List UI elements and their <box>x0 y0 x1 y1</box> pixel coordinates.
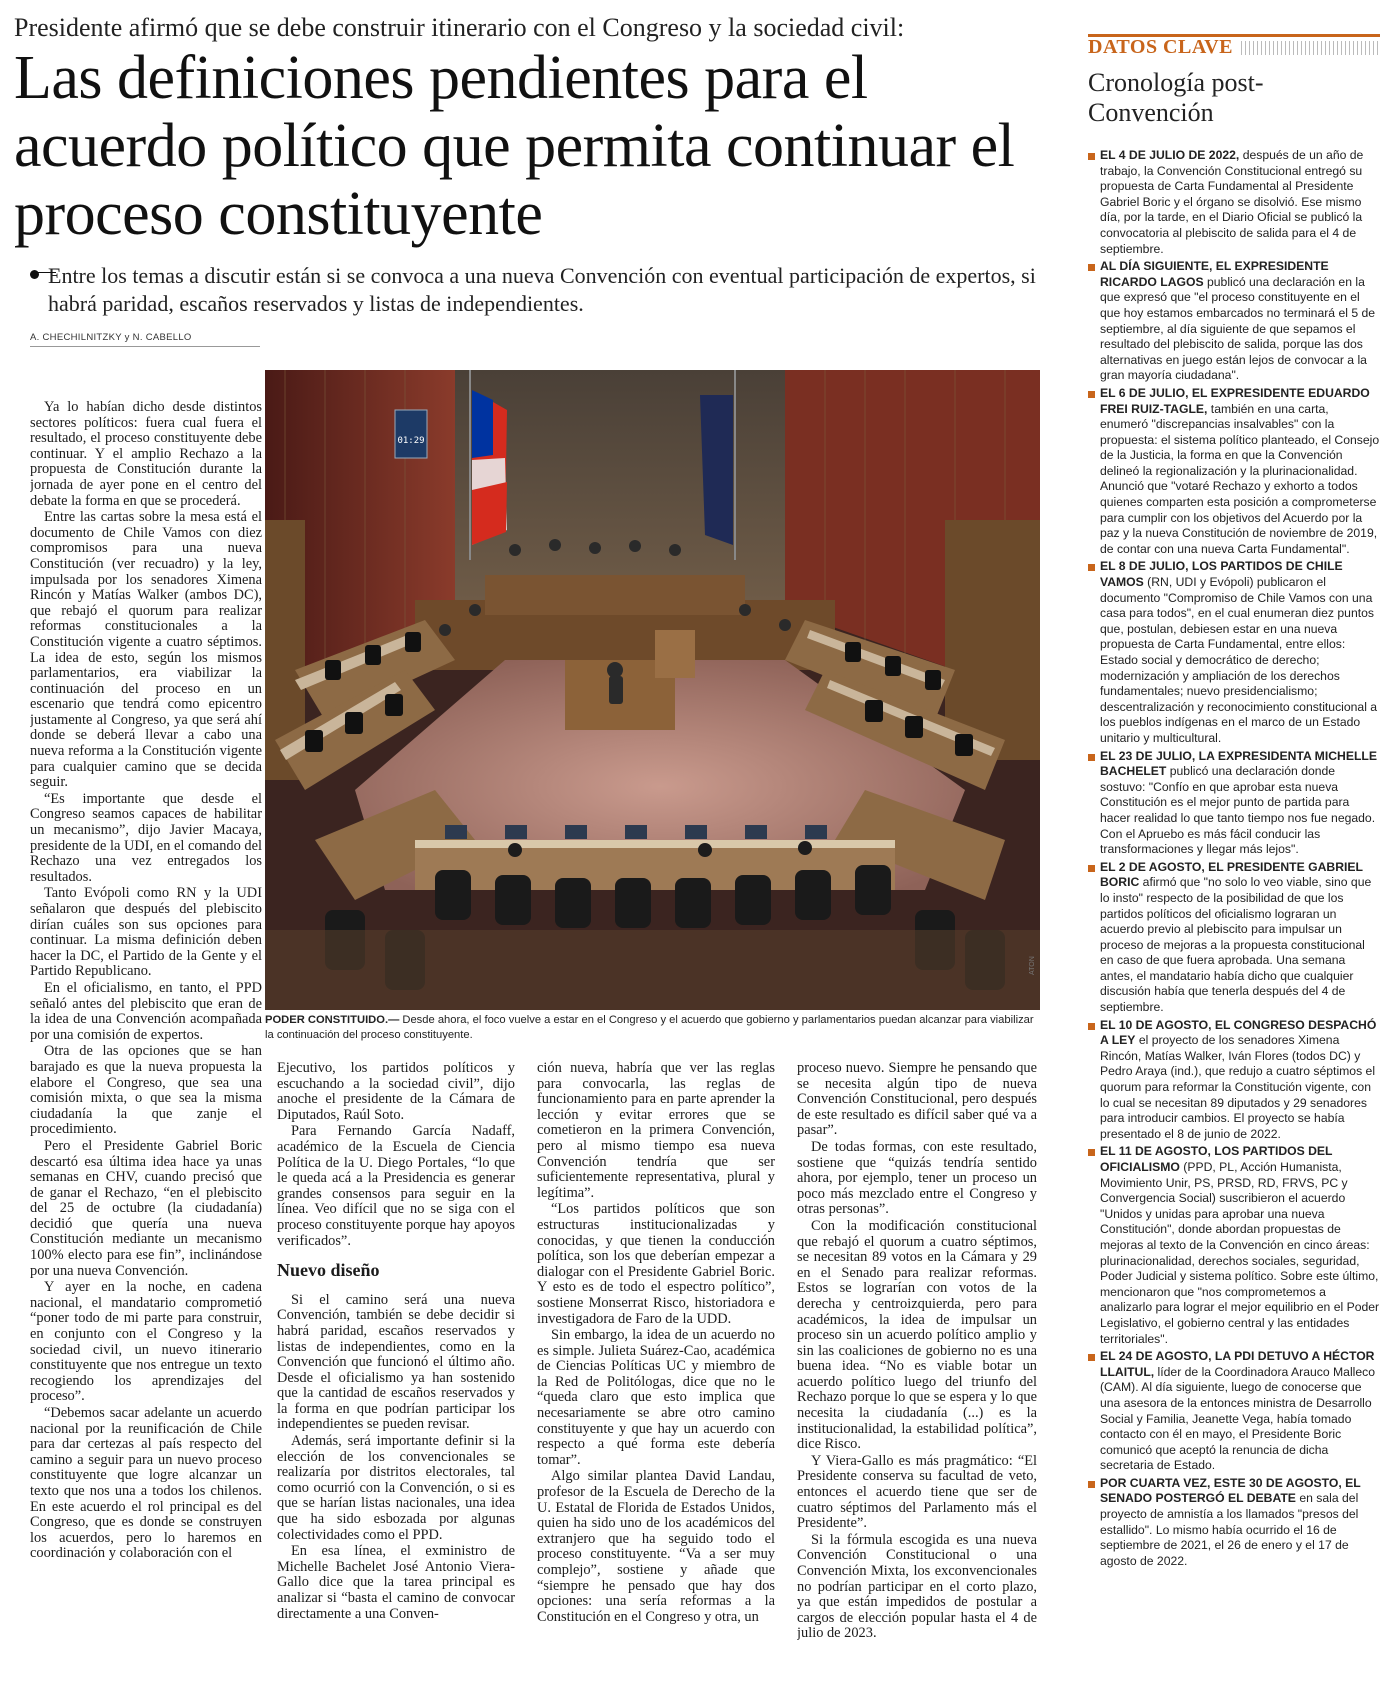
paragraph: Además, será importante definir si la elección de los convencionales se realizaría por distritos electorales, tal como ocurrió con la Convención, o si es que se harían listas nacionales, una idea que ha sido esbozada por algunas colectividades como el PPD. <box>277 1433 515 1543</box>
paragraph: Si el camino será una nueva Convención, también se debe decidir si habrá paridad, escaños reservados y listas de independientes, como en la Convención que funcionó el último año. Desde el oficialismo ya han sostenido que la cantidad de escaños reservados y la forma en que podrían participar los independientes se pueden revisar. <box>277 1291 515 1433</box>
paragraph: En el oficialismo, en tanto, el PPD señaló antes del plebiscito que eran de la idea de una Convención acompañada por una comisión de expertos. <box>30 979 262 1043</box>
timeline-text: (RN, UDI y Evópoli) publicaron el documento "Compromiso de Chile Vamos con una casa para todos", en el cual enumeran diez puntos que, postulan, debiesen estar en una nueva propuesta de Carta Fundamental, entre ellos: Estado social y democrático de derecho; modernización y ampliación de los derechos fundamentales; nuevo presidencialismo; descentralización y reconocimiento constitucional a los pueblos indígenas en el marco de un Estado unitario y multicultural. <box>1100 575 1378 745</box>
timeline-lead: EL 6 DE JULIO, EL EXPRESIDENTE EDUARDO FREI RUIZ-TAGLE, <box>1100 385 1370 416</box>
paragraph: “Debemos sacar adelante un acuerdo nacional por la reunificación de Chile para dar certezas al país respecto del camino a seguir para un nuevo proceso constituyente que logre alcanzar un texto que nos una a todos los chilenos. En este acuerdo el rol principal es del Congreso, que es donde se construyen los acuerdos, pero lo haremos en coordinación y colaboración con el <box>30 1405 262 1562</box>
timeline-item <box>1088 860 1380 1016</box>
photo-caption <box>265 1013 1040 1043</box>
datos-clave-label: DATOS CLAVE <box>1088 36 1233 58</box>
divider <box>34 272 56 273</box>
timeline-item <box>1088 386 1380 558</box>
tick-rule-decoration <box>1241 41 1380 55</box>
article-kicker: Presidente afirmó que se debe construir itinerario con el Congreso y la sociedad civil: <box>14 14 905 42</box>
photo-credit: ATON <box>1029 956 1036 975</box>
paragraph: Ya lo habían dicho desde distintos sectores políticos: fuera cual fuera el resultado, el proceso constituyente debe continuar. Y el amplio Rechazo a la propuesta de Constitución durante la jornada de ayer pone en el centro del debate la forma en que se procederá. <box>30 400 262 509</box>
timeline-item <box>1088 1018 1380 1143</box>
timeline-lead: AL DÍA SIGUIENTE, EL EXPRESIDENTE RICARDO LAGOS <box>1100 259 1329 289</box>
caption-text: Desde ahora, el foco vuelve a estar en el Congreso y el acuerdo que gobierno y parlamentarios puedan alcanzar para viabilizar la continuación del proceso constituyente. <box>265 1014 1034 1041</box>
timeline-text: también en una carta, enumeró "discrepancias insalvables" con la propuesta: el sistema político planteado, el Consejo de la Justicia, la forma en que la Convención delineó la regionalización y la plurinacionalidad. Anunció que "votaré Rechazo y exhorto a todos quienes comparten esta posición a comprometerse para cumplir con los objetivos del Acuerdo por la paz y la nueva Constitución de noviembre de 2019, de contar con una nueva Carta Fundamental". <box>1100 401 1380 556</box>
timeline-text: después de un año de trabajo, la Convención Constitucional entregó su propuesta de Carta Fundamental al Presidente Gabriel Boric y el órgano se disolvió. Ese mismo día, por la tarde, en el Diario Oficial se publicó la convocatoria al plebiscito de salida para el 4 de septiembre. <box>1100 148 1364 256</box>
timeline-text: el proyecto de los senadores Ximena Rincón, Matías Walker, Iván Flores (todos DC) y Pedro Araya (ind.), que redujo a cuatro séptimos el quorum para reformar la Constitución vigente, con lo cual se necesitan 89 diputados y 29 senadores para introducir cambios. El proyecto se había presentado el 8 de junio de 2022. <box>1100 1033 1376 1141</box>
timeline-lead: EL 4 DE JULIO DE 2022, <box>1100 148 1240 162</box>
timeline-item <box>1088 749 1380 858</box>
paragraph: De todas formas, con este resultado, sostiene que “quizás tendría sentido ahora, por ejemplo, tener un proceso un poco más mezclado entre el Congreso y otras personas”. <box>797 1138 1037 1218</box>
subhead: Nuevo diseño <box>277 1260 380 1281</box>
paragraph: “Los partidos políticos que son estructuras institucionalizadas y conocidas, y que tienen la conducción política, son los que deberían empezar a dialogar con el Presidente Gabriel Boric. Y esto es de todo el espectro político”, sostiene Monserrat Risco, historiadora e investigadora de Faro de la UDD. <box>537 1201 775 1327</box>
sidebar-timeline <box>1088 34 1380 1694</box>
body-column-2 <box>277 1061 515 1694</box>
paragraph: Pero el Presidente Gabriel Boric descartó esa última idea hace ya unas semanas en CHV, cuando precisó que de ganar el Rechazo, “en el plebiscito del 25 de octubre (la ciudadanía) decidió que quería una nueva Constitución mediante un mecanismo 100% electo para ese fin”, inclinándose por una nueva Convención. <box>30 1137 262 1279</box>
timeline-item <box>1088 559 1380 746</box>
body-column-3 <box>537 1061 775 1694</box>
article-byline: A. CHECHILNITZKY y N. CABELLO <box>30 332 260 347</box>
timeline-item <box>1088 1476 1380 1570</box>
parliament-photo <box>265 370 1040 1010</box>
timeline-lead: EL 2 DE AGOSTO, EL PRESIDENTE GABRIEL BORIC <box>1100 859 1363 890</box>
timeline-text: publicó una declaración en la que expresó que "el proceso constituyente en el que hoy estamos embarcados no terminará el 5 de septiembre, al día siguiente de que sepamos el resultado del plebiscito de salida, porque las dos alternativas en juego están lejos de convocar a la gran mayoría ciudadana". <box>1100 274 1376 383</box>
paragraph: proceso nuevo. Siempre he pensando que se necesita algún tipo de nueva Convención Constitucional, pero después de este resultado es difícil saber qué va a pasar”. <box>797 1061 1037 1139</box>
sidebar-title: Cronología post-Convención <box>1088 68 1264 127</box>
paragraph: Si la fórmula escogida es una nueva Convención Constitucional o una Convención Mixta, los exconvencionales no podrían participar en el corto plazo, ya que están impedidos de postular a cargos de elección popular hasta el 4 de julio de 2023. <box>797 1531 1037 1642</box>
paragraph: Otra de las opciones que se han barajado es que la nueva propuesta la elabore el Congreso, que sea una comisión mixta, o que sea la misma ciudadanía la que zanje el procedimiento. <box>30 1043 262 1138</box>
paragraph: Tanto Evópoli como RN y la UDI señalaron que después del plebiscito dirían cuáles son sus opciones para continuar. La misma definición deben hacer la DC, el Partido de la Gente y el Partido Republicano. <box>30 885 262 980</box>
timeline-text: líder de la Coordinadora Arauco Malleco (CAM). Al día siguiente, luego de conocerse que una asesora de la entonces ministra de Desarrollo Social y Familia, Jeanette Vega, había tomado contacto con él en mayo, el Presidente Boric comunicó que aceptó la renuncia de dicha secretaria de Estado. <box>1100 1364 1376 1473</box>
timeline-text: (PPD, PL, Acción Humanista, Movimiento Unir, PS, PRSD, RD, FRVS, PC y Convergencia Social) suscribieron el acuerdo "Unidos y unidas para aprobar una nueva Constitución", donde abordan propuestas de mejoras al texto de la Convención en cinco áreas: plurinacionalidad, derechos sociales, seguridad, Poder Judicial y sistema político. Sobre este último, mencionaron que "nos comprometemos a analizarlo para lograr el mejor equilibrio en el Poder Legislativo, el gobierno central y las entidades territoriales". <box>1100 1160 1380 1346</box>
body-column-1 <box>30 400 262 1694</box>
paragraph: Algo similar plantea David Landau, profesor de la Escuela de Derecho de la U. Estatal de Florida de Estados Unidos, quien ha sido uno de los académicos del extranjero que ha seguido todo el proceso constituyente. “Va a ser muy complejo”, sostiene y añade que “siempre he pensado que hay dos opciones: una sería reformas a la Constitución en el Congreso y otra, un <box>537 1468 775 1625</box>
paragraph: Con la modificación constitucional que rebajó el quorum a cuatro séptimos, se necesitan 89 votos en la Cámara y 29 en el Senado para realizar reformas. Estos se lograrían con votos de la derecha y centroizquierda, pero para académicos, la idea de impulsar un proceso sin un acuerdo político amplio y sin las coaliciones de gobierno no es una buena idea. “No es viable botar un acuerdo político luego del triunfo del Rechazo porque lo que se espera y lo que necesita la ciudadanía (...) es la institucionalidad, la estabilidad política”, dice Risco. <box>797 1217 1037 1453</box>
timeline-item <box>1088 1349 1380 1474</box>
timeline-lead: EL 24 DE AGOSTO, LA PDI DETUVO A HÉCTOR LLAITUL, <box>1100 1349 1375 1379</box>
paragraph: “Es importante que desde el Congreso seamos capaces de habilitar un mecanismo”, dijo Javier Macaya, presidente de la UDI, en el comando del Rechazo una vez entregados los resultados. <box>30 790 262 885</box>
timeline-lead: EL 8 DE JULIO, LOS PARTIDOS DE CHILE VAMOS <box>1100 559 1343 590</box>
body-column-4 <box>797 1061 1037 1694</box>
timeline-lead: EL 10 DE AGOSTO, EL CONGRESO DESPACHÓ A LEY <box>1100 1017 1377 1048</box>
timeline-text: afirmó que "no solo lo veo viable, sino que lo insto" respecto de la posibilidad de que los partidos políticos del oficialismo lograran un acuerdo previo al plebiscito para impulsar un proceso de mejoras a la propuesta constitucional en caso de que fuera aprobada. Una semana antes, el mandatario había dicho que cualquier discusión había que tenerla después del 4 de septiembre. <box>1100 875 1372 1015</box>
timeline-item <box>1088 1144 1380 1347</box>
paragraph: Ejecutivo, los partidos políticos y escuchando a la sociedad civil”, dijo anoche el presidente de la Cámara de Diputados, Raúl Soto. <box>277 1061 515 1123</box>
senate-chamber-image <box>265 370 1040 1010</box>
timeline-item <box>1088 259 1380 384</box>
deck-block <box>14 262 1054 318</box>
timeline-item <box>1088 148 1380 257</box>
timeline-list <box>1088 148 1380 1569</box>
timeline-lead: EL 23 DE JULIO, LA EXPRESIDENTA MICHELLE BACHELET <box>1100 748 1377 779</box>
article-deck: Entre los temas a discutir están si se convoca a una nueva Convención con eventual participación de expertos, si habrá paridad, escaños reservados y listas de independientes. <box>48 263 1036 316</box>
article-headline: Las definiciones pendientes para el acuerdo político que permita continuar el proceso constituyente <box>14 44 1015 248</box>
paragraph: Y Viera-Gallo es más pragmático: “El Presidente conserva su facultad de veto, entonces el acuerdo tiene que ser de cuatro séptimos del Parlamento más el Presidente”. <box>797 1452 1037 1532</box>
timeline-text: en sala del proyecto de amnistía a los llamados "presos del estallido". Lo mismo había ocurrido el 16 de septiembre de 2021, el 26 de enero y el 17 de agosto de 2022. <box>1100 1491 1359 1568</box>
paragraph: Entre las cartas sobre la mesa está el documento de Chile Vamos con diez compromisos para una nueva Constitución (ver recuadro) y la ley, impulsada por los senadores Ximena Rincón y Matías Walker (ambos DC), que rebajó el quorum para realizar reformas constitucionales a la Constitución vigente a cuatro séptimos. La idea de esto, según los mismos parlamentarios, era viabilizar la continuación del proceso en un escenario que tendrá como epicentro justamente al Congreso, ya que será ahí donde se deberá llevar a cabo una nueva reforma a la Constitución vigente para cualquier camino que se decida seguir. <box>30 509 262 791</box>
paragraph: ción nueva, habría que ver las reglas para convocarla, las reglas de funcionamiento para en parte aprender la lección y evitar errores que se cometieron en la primera Convención, pero al mismo tiempo esa nueva Convención tendría que ser suficientemente representativa, plural y legítima”. <box>537 1061 775 1201</box>
timeline-lead: EL 11 DE AGOSTO, LOS PARTIDOS DEL OFICIALISMO <box>1100 1144 1333 1174</box>
clock-display: 01:29 <box>397 436 425 446</box>
timeline-text: publicó una declaración donde sostuvo: "Confío en que aprobar esta nueva Constitución es el mejor punto de partida para hacer realidad lo que tanto tiempo nos fue negado. Con el Apruebo es más fácil conducir las transformaciones y llegar más lejos". <box>1100 764 1376 857</box>
timeline-lead: POR CUARTA VEZ, ESTE 30 DE AGOSTO, EL SENADO POSTERGÓ EL DEBATE <box>1100 1475 1361 1506</box>
caption-lead: PODER CONSTITUIDO.— <box>265 1014 400 1026</box>
paragraph: Y ayer en la noche, en cadena nacional, el mandatario comprometió “poner todo de mi parte para construir, en conjunto con el Congreso y la sociedad civil, un nuevo itinerario constituyente que nos entregue un texto recogiendo los aprendizajes del proceso”. <box>30 1279 262 1405</box>
sidebar-header <box>1088 34 1380 58</box>
paragraph: En esa línea, el exministro de Michelle Bachelet José Antonio Viera-Gallo dice que la tarea principal es analizar si “basta el camino de convocar directamente a una Conven- <box>277 1543 515 1622</box>
paragraph: Para Fernando García Nadaff, académico de la Escuela de Ciencia Política de la U. Diego Portales, “lo que le queda acá a la Presidencia es generar grandes consensos para seguir en la línea. Veo difícil que no se siga con el proceso constituyente porque hay apoyos verificados”. <box>277 1123 515 1249</box>
paragraph: Sin embargo, la idea de un acuerdo no es simple. Julieta Suárez-Cao, académica de Ciencias Políticas UC y miembro de la Red de Politólogas, dice que no le “queda claro que esto implica que necesariamente se abre otro camino constituyente y que hay un acuerdo con respecto a qué forma este debería tomar”. <box>537 1327 775 1468</box>
